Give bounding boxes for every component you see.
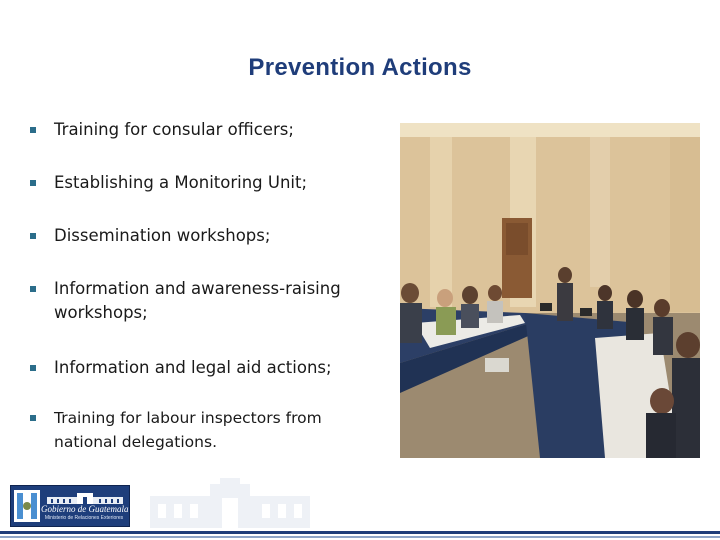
bullet-text: Training for consular officers; [54, 120, 294, 139]
bullet-text: Establishing a Monitoring Unit; [54, 173, 308, 192]
bullet-square-icon [30, 365, 36, 371]
bullet-text: Information and legal aid actions; [54, 358, 332, 377]
slide-title: Prevention Actions [248, 54, 472, 81]
bullet-square-icon [30, 286, 36, 292]
bullet-square-icon [30, 180, 36, 186]
bullet-item [30, 171, 360, 195]
footer-divider-secondary [0, 536, 720, 538]
gobierno-guatemala-logo [10, 485, 130, 527]
footer-divider [0, 531, 720, 534]
bullet-text-continued: national delegations. [54, 433, 217, 451]
bullet-text: Dissemination workshops; [54, 226, 271, 245]
coat-of-arms-icon [14, 490, 40, 522]
bullet-square-icon [30, 233, 36, 239]
bullet-text: Training for labour inspectors from [54, 409, 322, 427]
bullet-item [30, 224, 360, 248]
bullet-item [30, 277, 360, 325]
logo-subtitle: Ministerio de Relaciones Exteriores [44, 515, 124, 521]
meeting-room-photo [400, 123, 700, 458]
bullet-item [30, 356, 360, 380]
bullet-item [30, 406, 360, 454]
palace-watermark-icon [140, 478, 320, 528]
bullet-text-continued: workshops; [54, 303, 148, 322]
bullet-item [30, 118, 360, 142]
bullet-square-icon [30, 415, 36, 421]
bullet-text: Information and awareness-raising [54, 279, 341, 298]
palace-building-icon [47, 491, 123, 502]
bullet-square-icon [30, 127, 36, 133]
logo-title: Gobierno de Guatemala [41, 504, 129, 514]
